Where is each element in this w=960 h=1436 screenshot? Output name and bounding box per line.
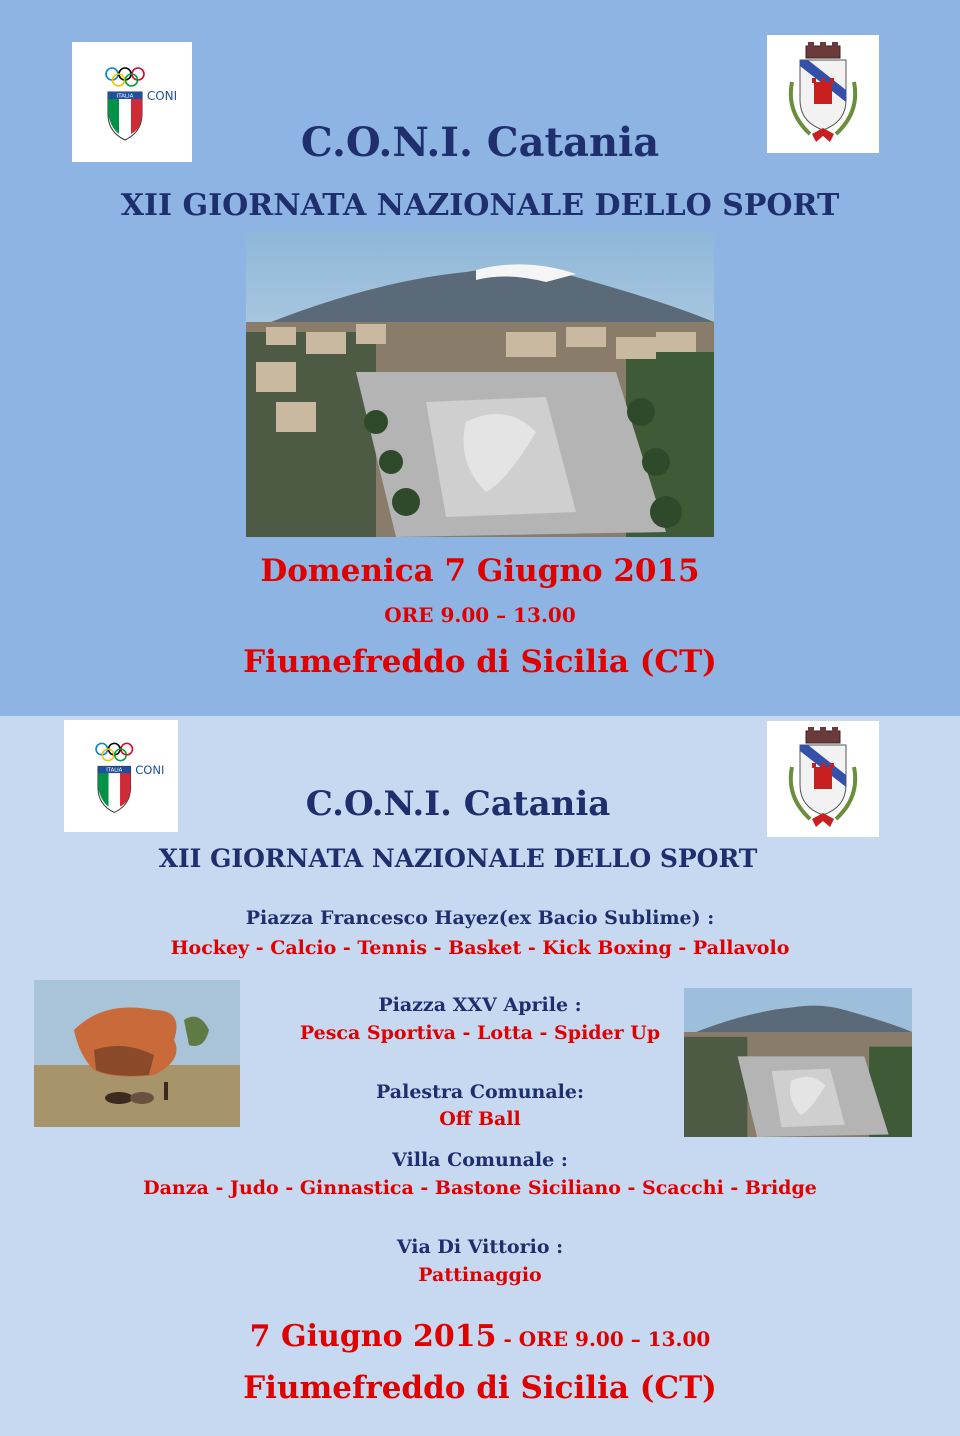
svg-text:ITALIA: ITALIA: [106, 767, 123, 774]
venue-sports: Off Ball: [439, 1108, 521, 1130]
venue-name: Via Di Vittorio :: [396, 1236, 564, 1258]
event-place: Fiumefreddo di Sicilia (CT): [243, 644, 717, 680]
svg-text:CONI: CONI: [135, 763, 165, 778]
title: C.O.N.I. Catania: [300, 119, 660, 166]
aerial-town-square-photo-icon: [246, 232, 714, 537]
event-date: Domenica 7 Giugno 2015: [260, 553, 700, 589]
event-date-time: [0, 1315, 960, 1363]
venue-name: Palestra Comunale:: [376, 1081, 584, 1103]
title-bottom: C.O.N.I. Catania: [305, 784, 611, 824]
aerial-photo: [246, 232, 714, 537]
top-panel: [0, 0, 960, 716]
venue-name: Villa Comunale :: [392, 1149, 568, 1171]
subtitle: XII GIORNATA NAZIONALE DELLO SPORT: [120, 188, 840, 223]
venue-sports: Pesca Sportiva - Lotta - Spider Up: [299, 1022, 661, 1044]
event-time: ORE 9.00 – 13.00: [384, 603, 576, 627]
venue-name: Piazza XXV Aprile :: [378, 994, 582, 1016]
svg-text:ITALIA: ITALIA: [116, 93, 134, 100]
venue-sports: Danza - Judo - Ginnastica - Bastone Siciliano - Scacchi - Bridge: [143, 1177, 817, 1199]
bottom-panel: [0, 716, 960, 1436]
venue-sports: Pattinaggio: [418, 1264, 542, 1286]
venue-sports: Hockey - Calcio - Tennis - Basket - Kick Boxing - Pallavolo: [170, 937, 790, 959]
event-date: 7 Giugno 2015: [249, 1319, 497, 1354]
svg-text:CONI: CONI: [146, 89, 178, 103]
venue-name: Piazza Francesco Hayez(ex Bacio Sublime) :: [245, 907, 715, 929]
event-time: - ORE 9.00 – 13.00: [496, 1327, 711, 1351]
event-place: Fiumefreddo di Sicilia (CT): [243, 1370, 717, 1406]
subtitle-bottom: XII GIORNATA NAZIONALE DELLO SPORT: [158, 844, 758, 873]
